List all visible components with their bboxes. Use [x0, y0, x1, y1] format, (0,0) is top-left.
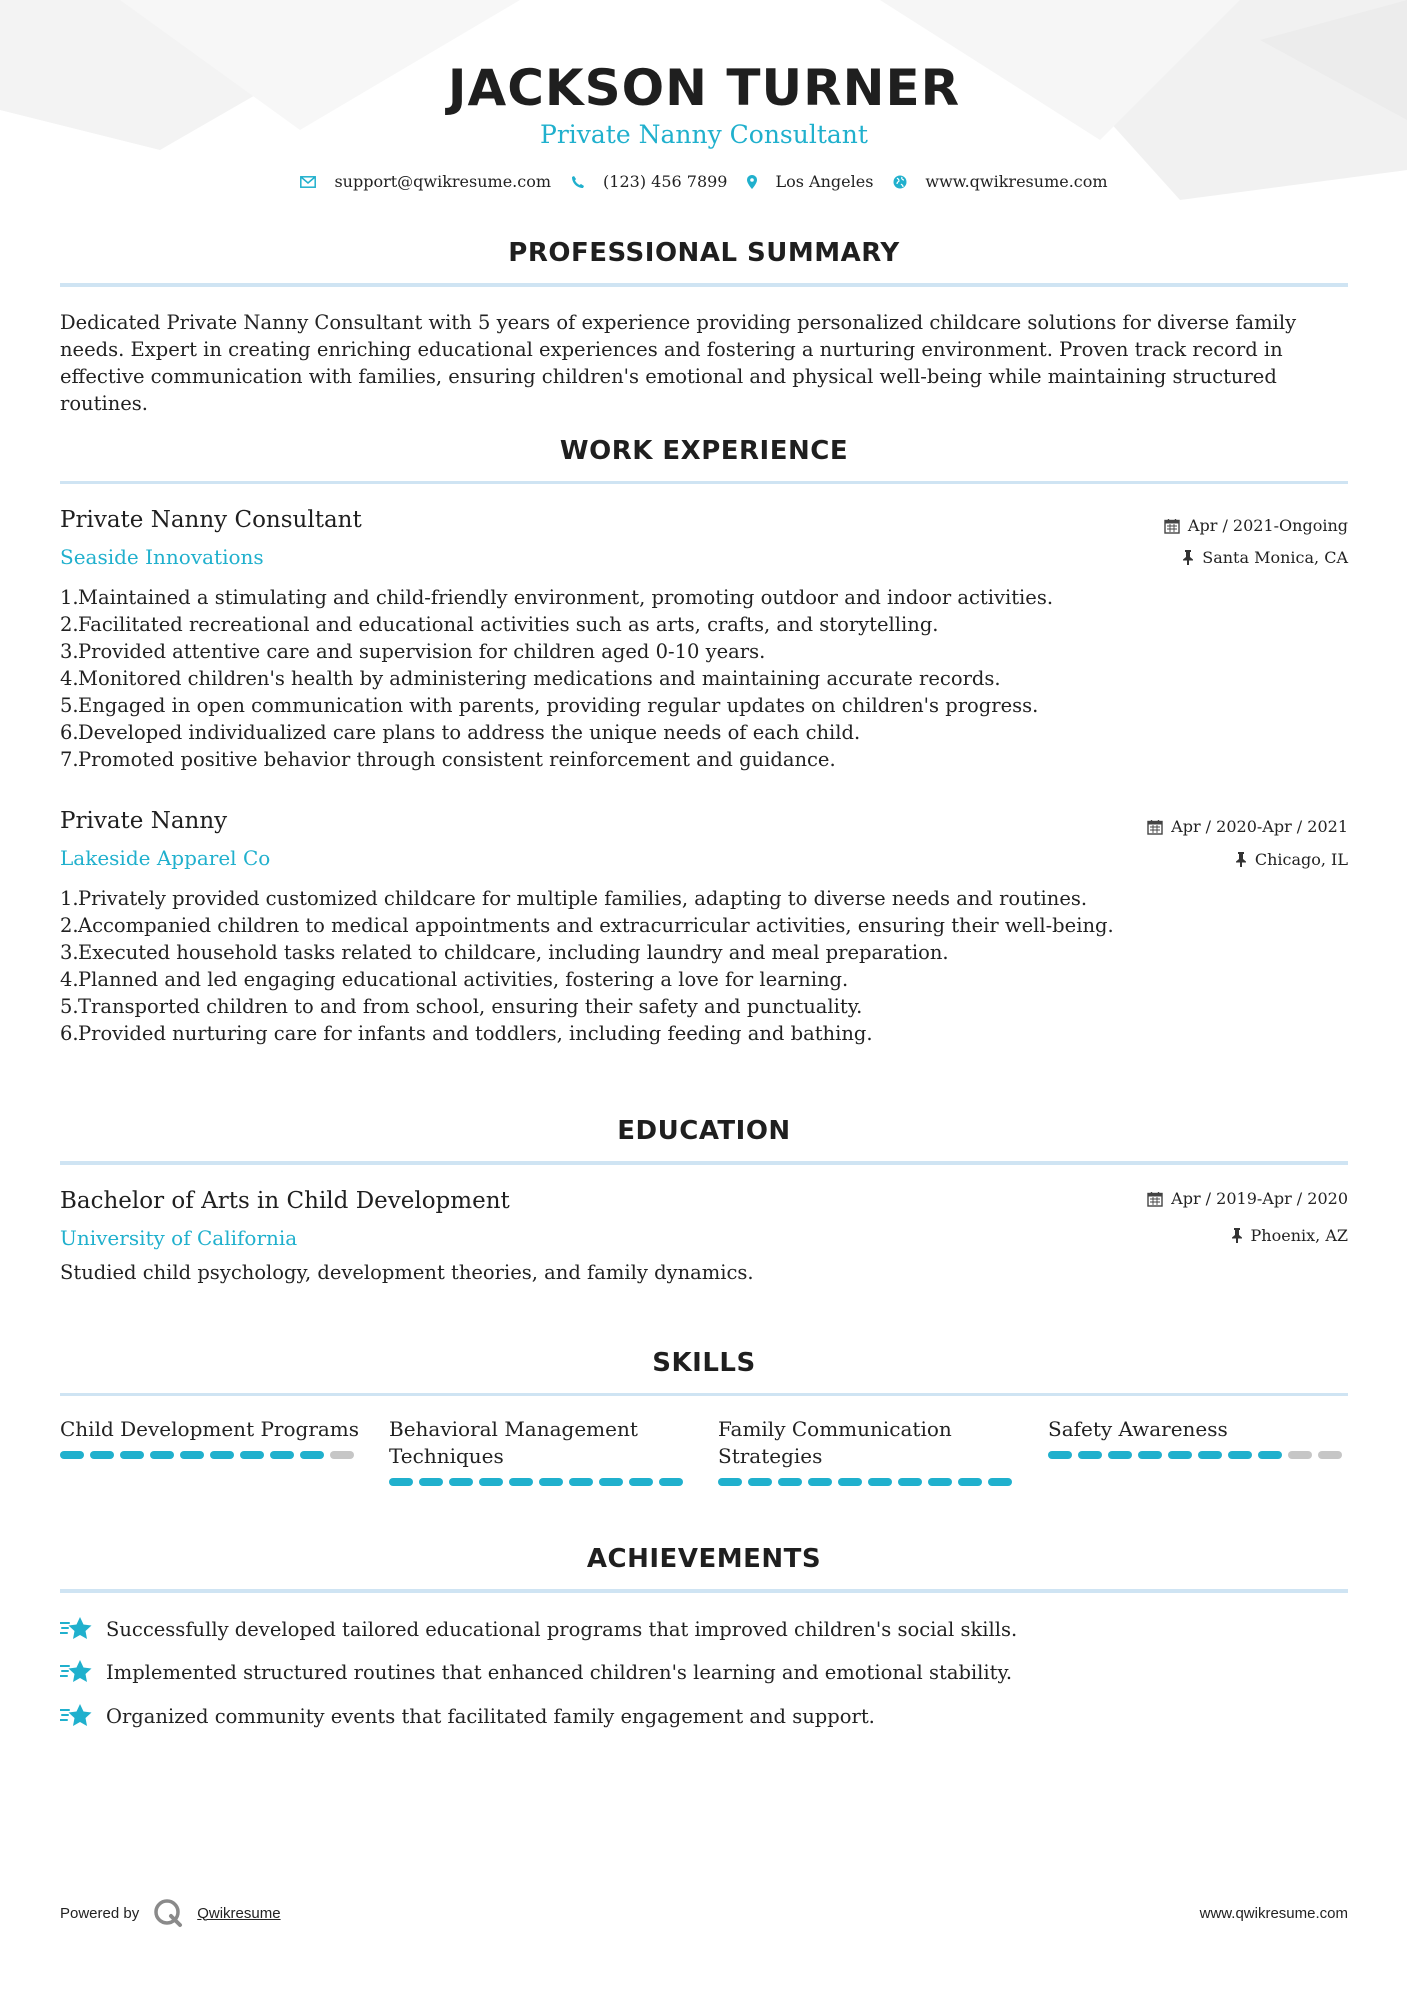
skill-segment-filled: [180, 1451, 204, 1459]
envelope-icon: [300, 176, 316, 188]
contact-phone[interactable]: [571, 172, 727, 191]
skill-segment-filled: [270, 1451, 294, 1459]
job-bullets: [60, 885, 1348, 1047]
skill-segment-filled: [778, 1478, 802, 1486]
skill-segment-filled: [419, 1478, 443, 1486]
list-item: 3. Executed household tasks related to childcare, including laundry and meal preparation.: [60, 941, 949, 964]
contact-location-text: Los Angeles: [775, 172, 874, 191]
education-divider: [60, 1161, 1348, 1165]
job-date-text: Apr / 2020-Apr / 2021: [1171, 817, 1348, 836]
achievement-text: Successfully developed tailored educational programs that improved children's social skills.: [106, 1617, 1018, 1641]
education-degree: Bachelor of Arts in Child Development: [60, 1188, 510, 1214]
list-item: 3. Provided attentive care and supervision for children aged 0-10 years.: [60, 640, 766, 663]
experience-heading: WORK EXPERIENCE: [559, 436, 849, 466]
candidate-name: JACKSON TURNER: [447, 59, 961, 117]
job-date: [1164, 516, 1348, 535]
summary-divider: [60, 283, 1348, 287]
job-location: [1235, 850, 1348, 869]
skill-segment-filled: [210, 1451, 234, 1459]
star-icon: [60, 1616, 92, 1642]
list-item: 1. Privately provided customized childcare for multiple families, adapting to diverse needs and routines.: [60, 887, 1088, 910]
education-school: University of California: [60, 1226, 298, 1250]
list-item: 2. Accompanied children to medical appointments and extracurricular activities, ensuring their well-being.: [60, 914, 1114, 937]
job-company: Seaside Innovations: [60, 545, 264, 569]
skill-segment-filled: [300, 1451, 324, 1459]
summary-heading: PROFESSIONAL SUMMARY: [508, 238, 900, 268]
resume-page: [60, 0, 1348, 1990]
achievements-divider: [60, 1589, 1348, 1593]
skill-segment-filled: [539, 1478, 563, 1486]
education-description: Studied child psychology, development theories, and family dynamics.: [60, 1261, 754, 1284]
contact-location: [747, 172, 873, 191]
contact-website[interactable]: [893, 172, 1107, 191]
summary-text: Dedicated Private Nanny Consultant with 5 years of experience providing personalized childcare solutions for diverse family needs. Expert in creating enriching educational experiences and fostering a nurturing environment. Proven track record in effective communication with families, ensuring children's emotional and physical well-being while maintaining structured routines.: [60, 311, 1297, 415]
skill-segment-filled: [1198, 1451, 1222, 1459]
star-icon: [60, 1703, 92, 1729]
skill-segment-filled: [120, 1451, 144, 1459]
skill-segment-filled: [509, 1478, 533, 1486]
skill-item: [718, 1416, 1018, 1486]
footer-powered-by: [60, 1898, 281, 1928]
list-item: 4. Monitored children's health by administering medications and maintaining accurate records.: [60, 667, 1001, 690]
list-item: 6. Provided nurturing care for infants and toddlers, including feeding and bathing.: [60, 1022, 873, 1045]
achievement-item: [60, 1659, 1348, 1685]
skill-level-bar: [1048, 1451, 1348, 1459]
candidate-title: Private Nanny Consultant: [540, 120, 868, 149]
skills-heading: SKILLS: [652, 1348, 756, 1378]
skill-segment-filled: [449, 1478, 473, 1486]
calendar-icon: [1164, 518, 1180, 534]
skill-segment-filled: [928, 1478, 952, 1486]
job-date: [1147, 817, 1348, 836]
skill-segment-filled: [1258, 1451, 1282, 1459]
phone-icon: [571, 175, 585, 189]
skill-level-bar: [718, 1478, 1018, 1486]
skill-name: Behavioral Management Techniques: [389, 1417, 638, 1468]
list-item: 2. Facilitated recreational and educational activities such as arts, crafts, and storytelling.: [60, 613, 939, 636]
calendar-icon: [1147, 1191, 1163, 1207]
pushpin-icon: [1235, 852, 1247, 867]
contact-website-text: www.qwikresume.com: [925, 172, 1108, 191]
skill-segment-filled: [1228, 1451, 1252, 1459]
skill-name: Safety Awareness: [1048, 1417, 1228, 1441]
skill-segment-empty: [1288, 1451, 1312, 1459]
skill-segment-filled: [240, 1451, 264, 1459]
skill-segment-filled: [1108, 1451, 1132, 1459]
education-date: [1147, 1189, 1348, 1208]
powered-by-label: Powered by: [60, 1904, 140, 1922]
skill-segment-filled: [479, 1478, 503, 1486]
qwikresume-logo-icon: [153, 1898, 183, 1928]
skill-segment-filled: [838, 1478, 862, 1486]
skill-segment-filled: [988, 1478, 1012, 1486]
skill-segment-filled: [748, 1478, 772, 1486]
skill-name: Child Development Programs: [60, 1417, 360, 1441]
list-item: 5. Engaged in open communication with parents, providing regular updates on children's progress.: [60, 694, 1039, 717]
job-company: Lakeside Apparel Co: [60, 846, 271, 870]
achievement-text: Implemented structured routines that enhanced children's learning and emotional stability.: [106, 1660, 1013, 1684]
achievements-heading: ACHIEVEMENTS: [586, 1544, 822, 1574]
contact-email-text: support@qwikresume.com: [334, 172, 552, 191]
list-item: 1. Maintained a stimulating and child-friendly environment, promoting outdoor and indoor activities.: [60, 586, 1054, 609]
contact-bar: [60, 172, 1348, 191]
skill-segment-filled: [629, 1478, 653, 1486]
star-icon: [60, 1659, 92, 1685]
list-item: 5. Transported children to and from school, ensuring their safety and punctuality.: [60, 995, 863, 1018]
pushpin-icon: [1231, 1228, 1243, 1243]
list-item: 4. Planned and led engaging educational activities, fostering a love for learning.: [60, 968, 849, 991]
footer-website[interactable]: www.qwikresume.com: [1199, 1905, 1348, 1922]
contact-phone-text: (123) 456 7899: [603, 172, 728, 191]
achievement-item: [60, 1703, 1348, 1729]
skill-segment-filled: [389, 1478, 413, 1486]
achievement-item: [60, 1616, 1348, 1642]
skill-item: [389, 1416, 689, 1486]
skill-name: Family Communication Strategies: [718, 1417, 952, 1468]
skill-item: [60, 1416, 360, 1459]
skill-segment-filled: [150, 1451, 174, 1459]
skill-segment-filled: [60, 1451, 84, 1459]
experience-divider: [60, 481, 1348, 484]
skill-segment-filled: [808, 1478, 832, 1486]
achievement-text: Organized community events that facilitated family engagement and support.: [106, 1704, 875, 1728]
skill-segment-filled: [958, 1478, 982, 1486]
education-heading: EDUCATION: [617, 1116, 791, 1146]
job-location-text: Santa Monica, CA: [1202, 548, 1348, 567]
skill-segment-filled: [898, 1478, 922, 1486]
contact-email[interactable]: [300, 172, 551, 191]
education-location: [1231, 1226, 1348, 1245]
skill-level-bar: [389, 1478, 689, 1486]
map-pin-icon: [747, 175, 757, 189]
skill-segment-filled: [1078, 1451, 1102, 1459]
skill-segment-filled: [599, 1478, 623, 1486]
qwikresume-link[interactable]: Qwikresume: [197, 1904, 281, 1922]
skill-segment-empty: [330, 1451, 354, 1459]
list-item: 7. Promoted positive behavior through consistent reinforcement and guidance.: [60, 748, 836, 771]
skill-segment-filled: [569, 1478, 593, 1486]
skill-segment-filled: [1138, 1451, 1162, 1459]
job-location-text: Chicago, IL: [1254, 850, 1348, 869]
job-title: Private Nanny Consultant: [60, 507, 362, 533]
skill-segment-empty: [1318, 1451, 1342, 1459]
skills-divider: [60, 1393, 1348, 1396]
skill-segment-filled: [718, 1478, 742, 1486]
skill-segment-filled: [90, 1451, 114, 1459]
job-title: Private Nanny: [60, 808, 228, 834]
skill-segment-filled: [659, 1478, 683, 1486]
calendar-icon: [1147, 819, 1163, 835]
skill-segment-filled: [868, 1478, 892, 1486]
globe-icon: [893, 175, 907, 189]
skill-level-bar: [60, 1451, 360, 1459]
education-location-text: Phoenix, AZ: [1250, 1226, 1348, 1245]
list-item: 6. Developed individualized care plans to address the unique needs of each child.: [60, 721, 861, 744]
skill-item: [1048, 1416, 1348, 1459]
pushpin-icon: [1182, 550, 1194, 565]
skill-segment-filled: [1168, 1451, 1192, 1459]
skill-segment-filled: [1048, 1451, 1072, 1459]
job-bullets: [60, 584, 1348, 773]
job-location: [1182, 548, 1348, 567]
job-date-text: Apr / 2021-Ongoing: [1187, 516, 1348, 535]
education-date-text: Apr / 2019-Apr / 2020: [1171, 1189, 1348, 1208]
